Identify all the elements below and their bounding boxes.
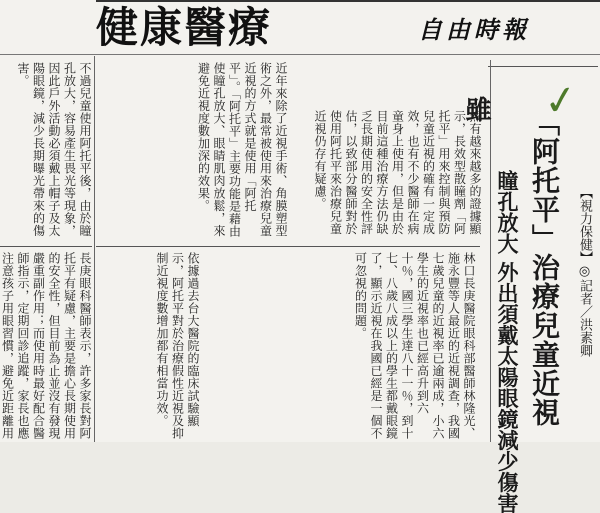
- article-paragraph: 近年來除了近視手術、角膜塑型術之外，最常被使用來治療兒童近視的方式就是使用「阿托平」。「阿托平」主要功能是藉由使瞳孔放大、眼睛肌肉放鬆，來避免近視度數加深的效果。: [196, 62, 288, 238]
- article-paragraph: 長庚眼科醫師表示，許多家長對阿托平有疑慮，主要是擔心長期使用的安全性，但目前為止並沒有發現嚴重副作用；而使用時最好配合醫師指示，定期回診追蹤，家長也應注意孩子用眼習慣，避免近距離用: [0, 252, 92, 440]
- article-paragraph: 林口長庚醫院眼科部醫師林隆光、施永豐等人最近的近視調查，我國七歲兒童的近視率已逾兩成，小六學生的近視率也已經高升到六十％，國三學生達八十一％，到十七、八歲八成以上的學生都戴眼鏡了，顯示近視在我國已經是一個不可忽視的問題。: [353, 252, 476, 440]
- row-divider: [96, 246, 480, 247]
- article-paragraph: 然有越來越多的證據顯示，長效型散瞳劑「阿托平」用來控制與預防兒童近視的確有一定成效，也有不少醫師在病童身上使用，但是由於目前這種治療方法仍缺乏長期使用的安全性評估，以致部分醫師對於使用阿托平來治療兒童近視仍存有疑慮。: [313, 110, 482, 235]
- masthead-separator: [0, 54, 600, 55]
- subheadline: 瞳孔放大 外出須戴太陽眼鏡減少傷害: [495, 170, 519, 513]
- newspaper-name: 自由時報: [418, 15, 530, 44]
- section-title: 健康醫療: [96, 2, 396, 54]
- column-divider: [94, 56, 95, 442]
- byline: 【視力保健】◎記者／洪素卿: [577, 186, 592, 357]
- article-paragraph: 不過兒童使用阿托平後，由於瞳孔放大，容易產生畏光等現象，因此戶外活動必須戴上帽子及太陽眼鏡，減少長期曝光帶來的傷害。: [16, 62, 92, 237]
- drop-cap: 雖: [461, 96, 491, 122]
- row-divider: [0, 246, 92, 247]
- headline-rule: [488, 66, 598, 67]
- headline: 「阿托平」治療兒童近視: [528, 108, 561, 427]
- checkmark-icon: ✓: [540, 75, 581, 127]
- article-paragraph: 依據過去台大醫院的臨床試驗顯示，阿托平對於治療假性近視及抑制近視度數增加都有相當功效。: [155, 252, 200, 440]
